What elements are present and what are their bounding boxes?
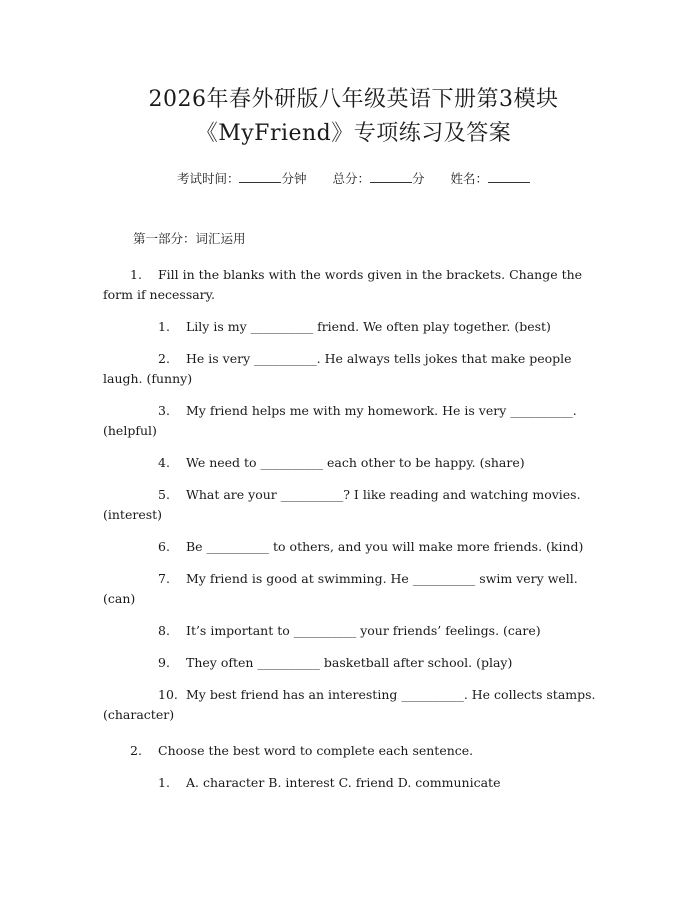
question-2 [103, 741, 604, 761]
list-item [103, 453, 604, 473]
time-blank [239, 168, 281, 183]
list-item [103, 317, 604, 337]
item-text: We need to __________ each other to be happy. (share) [186, 455, 525, 470]
question-number: 2. [130, 743, 142, 758]
item-text: What are your __________? I like reading and watching movies. (interest) [103, 487, 581, 522]
list-item [103, 485, 604, 525]
item-text: My friend helps me with my homework. He is very __________. (helpful) [103, 403, 577, 438]
item-text: My best friend has an interesting __________. He collects stamps. (character) [103, 687, 596, 722]
list-item [103, 349, 604, 389]
question-number: 1. [130, 267, 142, 282]
item-text: It’s important to __________ your friends’ feelings. (care) [186, 623, 541, 638]
item-number: 9. [158, 655, 170, 670]
score-blank [370, 168, 412, 183]
time-unit: 分钟 [281, 171, 307, 186]
list-item [103, 653, 604, 673]
list-item [103, 569, 604, 609]
time-label: 考试时间： [176, 171, 240, 186]
item-number: 7. [158, 571, 170, 586]
name-field [451, 168, 531, 189]
time-field [177, 168, 307, 189]
item-number: 2. [158, 351, 170, 366]
name-blank [488, 168, 530, 183]
list-item [103, 685, 604, 725]
item-number: 1. [158, 775, 170, 790]
question-1 [103, 265, 604, 305]
exam-meta [103, 168, 604, 189]
score-field [332, 168, 424, 189]
item-number: 8. [158, 623, 170, 638]
item-text: A. character B. interest C. friend D. communicate [186, 775, 501, 790]
title-line-2: 《MyFriend》专项练习及答案 [195, 121, 512, 146]
item-number: 6. [158, 539, 170, 554]
title-line-1: 2026年春外研版八年级英语下册第3模块 [148, 87, 559, 112]
question-text: Choose the best word to complete each sentence. [158, 743, 474, 758]
item-text: My friend is good at swimming. He __________ swim very well. (can) [103, 571, 578, 606]
list-item [103, 401, 604, 441]
item-text: They often __________ basketball after school. (play) [186, 655, 513, 670]
item-text: Lily is my __________ friend. We often play together. (best) [186, 319, 551, 334]
question-text: Fill in the blanks with the words given in the brackets. Change the form if necessary. [103, 267, 583, 302]
item-number: 5. [158, 487, 170, 502]
list-item [103, 773, 604, 793]
name-label: 姓名： [450, 171, 489, 186]
score-label: 总分： [332, 171, 370, 186]
item-number: 4. [158, 455, 170, 470]
item-number: 3. [158, 403, 170, 418]
score-unit: 分 [412, 171, 425, 186]
item-text: Be __________ to others, and you will make more friends. (kind) [186, 539, 584, 554]
item-text: He is very __________. He always tells jokes that make people laugh. (funny) [103, 351, 572, 386]
section-title: 第一部分：词汇运用 [133, 231, 246, 246]
list-item [103, 537, 604, 557]
item-number: 10. [158, 687, 178, 702]
item-number: 1. [158, 319, 170, 334]
document-title [103, 0, 604, 151]
list-item [103, 621, 604, 641]
